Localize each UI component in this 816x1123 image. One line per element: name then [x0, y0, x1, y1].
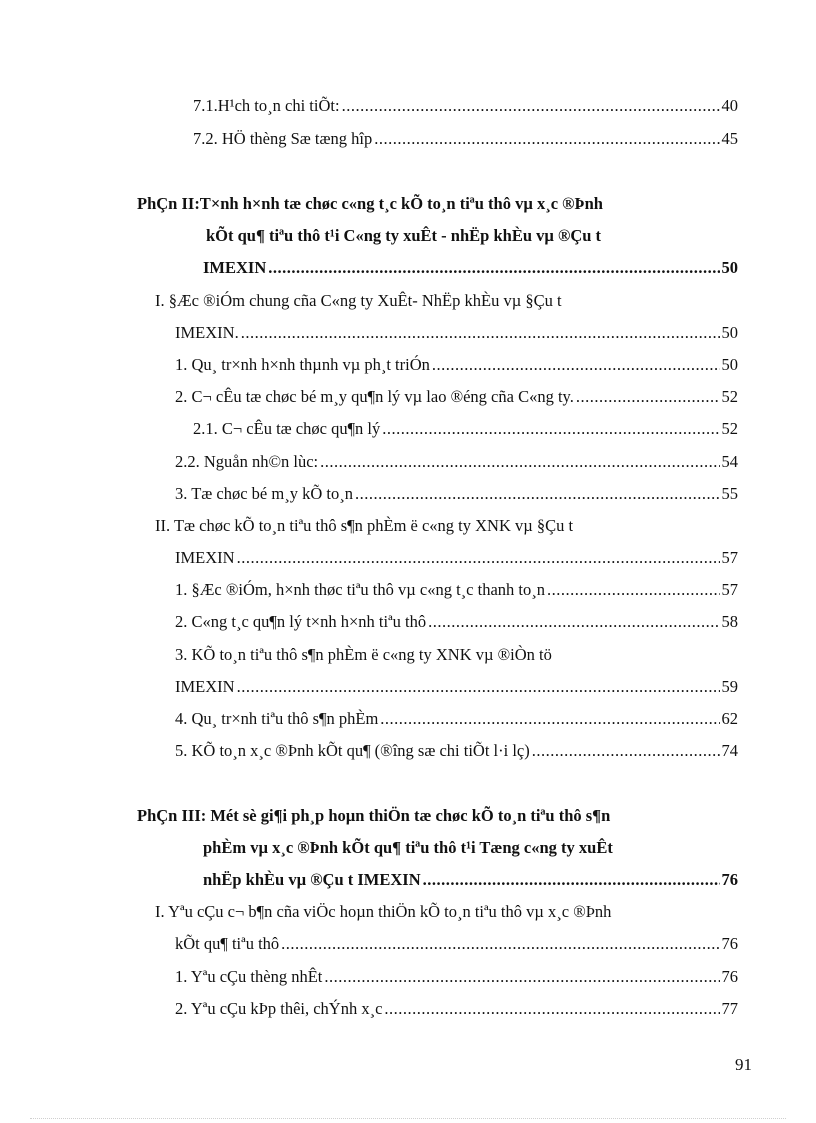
- toc-page-number: 54: [721, 452, 738, 471]
- toc-leader-dots: [382, 419, 719, 439]
- toc-entry-title: IMEXIN: [175, 677, 235, 696]
- toc-page-number: 50: [721, 258, 738, 277]
- toc-leader-dots: [324, 967, 719, 987]
- toc-entry-title: IMEXIN: [203, 258, 267, 277]
- toc-leader-dots: [423, 870, 720, 890]
- toc-page-number: 74: [721, 741, 738, 760]
- toc-entry-3-line-1: 3. KÕ to¸n tiªu thô s¶n phÈm ë c«ng ty XNK vµ ®iÒn tö: [175, 645, 552, 664]
- part-2-heading-line-1: PhÇn II:T×nh h×nh tæ chøc c«ng t¸c kÕ to¸n tiªu thô vµ x¸c ®Þnh: [137, 194, 603, 213]
- toc-leader-dots: [237, 548, 720, 568]
- toc-entry-2: [175, 612, 738, 632]
- toc-page-number: 76: [721, 934, 738, 953]
- section-1-line-1: I. §Æc ®iÓm chung cña C«ng ty XuÊt- NhËp khÈu vµ §Çu t: [155, 291, 562, 310]
- toc-entry-title: nhËp khÈu vµ ®Çu t IMEXIN: [203, 870, 421, 889]
- toc-entry-2: [175, 999, 738, 1019]
- toc-page-number: 52: [721, 387, 738, 406]
- section-2-line-2: [175, 548, 738, 568]
- toc-entry-title: IMEXIN: [175, 548, 235, 567]
- toc-leader-dots: [532, 741, 720, 761]
- toc-page-number: 45: [721, 129, 738, 148]
- toc-page-number: 62: [721, 709, 738, 728]
- toc-page-number: 57: [721, 580, 738, 599]
- section-3-line-1: I. Yªu cÇu c¬ b¶n cña viÖc hoµn thiÖn kÕ to¸n tiªu thô vµ x¸c ®Þnh: [155, 902, 612, 921]
- toc-entry-title: 4. Qu¸ tr×nh tiªu thô s¶n phÈm: [175, 709, 379, 728]
- toc-leader-dots: [380, 709, 719, 729]
- toc-leader-dots: [355, 484, 720, 504]
- toc-entry-title: kÕt qu¶ tiªu thô: [175, 934, 280, 953]
- toc-leader-dots: [320, 452, 719, 472]
- toc-leader-dots: [342, 96, 720, 116]
- section-2-line-1: II. Tæ chøc kÕ to¸n tiªu thô s¶n phÈm ë c«ng ty XNK vµ §Çu t: [155, 516, 574, 535]
- toc-entry-2-1: [193, 419, 738, 439]
- toc-entry-title: 1. Yªu cÇu thèng nhÊt: [175, 967, 323, 986]
- part-3-heading-line-2: phÈm vµ x¸c ®Þnh kÕt qu¶ tiªu thô t¹i Tæng c«ng ty xuÊt: [203, 838, 613, 857]
- toc-entry-2-2: [175, 452, 738, 472]
- toc-leader-dots: [374, 129, 719, 149]
- toc-page-number: 50: [721, 355, 738, 374]
- toc-page-number: 76: [721, 870, 738, 889]
- toc-entry-title: 1. Qu¸ tr×nh h×nh thµnh vµ ph¸t triÓn: [175, 355, 430, 374]
- toc-entry-1: [175, 967, 738, 987]
- toc-page-number: 76: [721, 967, 738, 986]
- toc-entry-title: 2.1. C¬ cÊu tæ chøc qu¶n lý: [193, 419, 381, 438]
- toc-entry-4: [175, 709, 738, 729]
- toc-page-number: 77: [721, 999, 738, 1018]
- toc-page-number: 57: [721, 548, 738, 567]
- toc-leader-dots: [281, 934, 719, 954]
- toc-leader-dots: [428, 612, 719, 632]
- toc-entry-title: 2.2. Nguån nh©n lùc:: [175, 452, 319, 471]
- toc-entry-1: [175, 355, 738, 375]
- toc-entry-title: IMEXIN.: [175, 323, 239, 342]
- page-bottom-edge: [30, 1118, 786, 1119]
- toc-page-number: 40: [721, 96, 738, 115]
- toc-leader-dots: [237, 677, 720, 697]
- page-number: 91: [735, 1055, 752, 1074]
- toc-entry-7-1: [193, 96, 738, 116]
- toc-entry-2: [175, 387, 738, 407]
- toc-leader-dots: [547, 580, 720, 600]
- toc-entry-title: 5. KÕ to¸n x¸c ®Þnh kÕt qu¶ (®îng sæ chi tiÕt l·i lç): [175, 741, 530, 760]
- part-3-heading-line-3: [203, 870, 738, 890]
- toc-entry-1: [175, 580, 738, 600]
- part-2-heading-line-2: kÕt qu¶ tiªu thô t¹i C«ng ty xuÊt - nhËp khÈu vµ ®Çu t: [206, 226, 602, 245]
- toc-entry-title: 2. C«ng t¸c qu¶n lý t×nh h×nh tiªu thô: [175, 612, 427, 631]
- toc-entry-title: 2. Yªu cÇu kÞp thêi, chÝnh x¸c: [175, 999, 383, 1018]
- section-1-line-2: [175, 323, 738, 343]
- toc-leader-dots: [241, 323, 720, 343]
- toc-page-number: 52: [721, 419, 738, 438]
- toc-leader-dots: [432, 355, 720, 375]
- toc-page-number: 58: [721, 612, 738, 631]
- toc-entry-3-line-2: [175, 677, 738, 697]
- toc-page-number: 59: [721, 677, 738, 696]
- toc-entry-title: 1. §Æc ®iÓm, h×nh thøc tiªu thô vµ c«ng t¸c thanh to¸n: [175, 580, 545, 599]
- toc-entry-title: 2. C¬ cÊu tæ chøc bé m¸y qu¶n lý vµ lao ®éng cña C«ng ty.: [175, 387, 574, 406]
- part-2-heading-line-3: [203, 258, 738, 278]
- toc-page-number: 55: [721, 484, 738, 503]
- toc-entry-7-2: [193, 129, 738, 149]
- toc-leader-dots: [268, 258, 719, 278]
- toc-entry-title: 7.2. HÖ thèng Sæ tæng hîp: [193, 129, 373, 148]
- toc-entry-3: [175, 484, 738, 504]
- toc-entry-5: [175, 741, 738, 761]
- toc-entry-title: 7.1.H¹ch to¸n chi tiÕt:: [193, 96, 340, 115]
- toc-leader-dots: [384, 999, 719, 1019]
- part-3-heading-line-1: PhÇn III: Mét sè gi¶i ph¸p hoµn thiÖn tæ chøc kÕ to¸n tiªu thô s¶n: [137, 806, 611, 825]
- toc-leader-dots: [576, 387, 720, 407]
- toc-entry-title: 3. Tæ chøc bé m¸y kÕ to¸n: [175, 484, 353, 503]
- toc-page-number: 50: [721, 323, 738, 342]
- section-3-line-2: [175, 934, 738, 954]
